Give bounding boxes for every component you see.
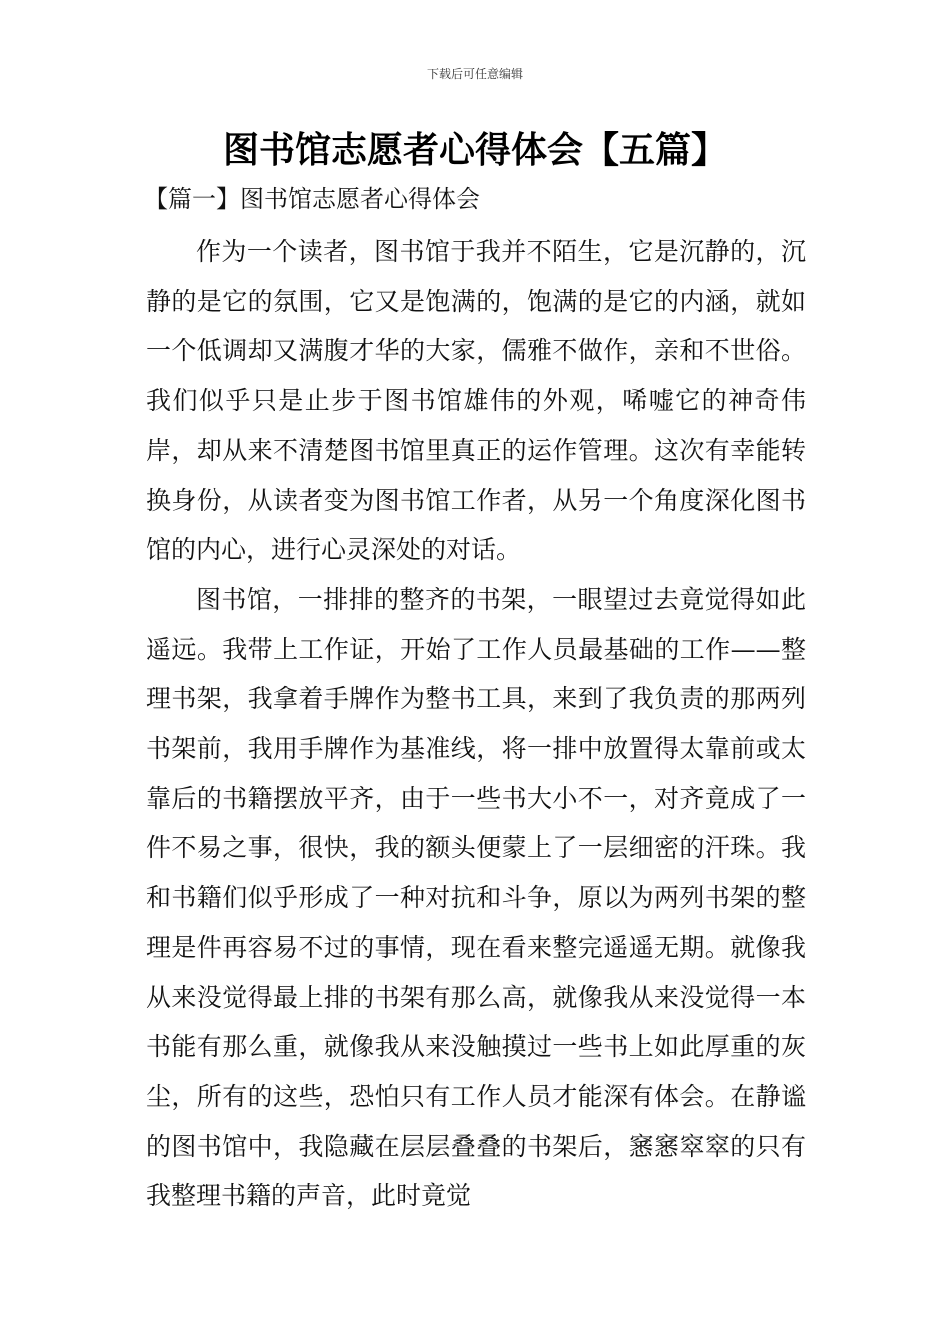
page-header-note: 下载后可任意编辑 bbox=[426, 67, 523, 81]
paragraph: 作为一个读者，图书馆于我并不陌生，它是沉静的，沉静的是它的氛围，它又是饱满的，饱满的是它的内涵，就如一个低调却又满腹才华的大家，儒雅不做作，亲和不世俗。我们似乎只是止步于图书馆雄伟的外观，唏嘘它的神奇伟岸，却从来不清楚图书馆里真正的运作管理。这次有幸能转换身份，从读者变为图书馆工作者，从另一个角度深化图书馆的内心，进行心灵深处的对话。 bbox=[146, 237, 806, 565]
paragraph: 图书馆，一排排的整齐的书架，一眼望过去竟觉得如此遥远。我带上工作证，开始了工作人员最基础的工作——整理书架，我拿着手牌作为整书工具，来到了我负责的那两列书架前，我用手牌作为基准线，将一排中放置得太靠前或太靠后的书籍摆放平齐，由于一些书大小不一，对齐竟成了一件不易之事，很快，我的额头便蒙上了一层细密的汗珠。我和书籍们似乎形成了一种对抗和斗争，原以为两列书架的整理是件再容易不过的事情，现在看来整完遥遥无期。就像我从来没觉得最上排的书架有那么高，就像我从来没觉得一本书能有那么重，就像我从来没触摸过一些书上如此厚重的灰尘，所有的这些，恐怕只有工作人员才能深有体会。在静谧的图书馆中，我隐藏在层层叠叠的书架后，窸窸窣窣的只有我整理书籍的声音，此时竟觉 bbox=[146, 584, 806, 1211]
section-heading: 【篇一】图书馆志愿者心得体会 bbox=[144, 185, 480, 213]
document-title: 图书馆志愿者心得体会【五篇】 bbox=[222, 129, 727, 171]
document-body bbox=[146, 227, 806, 1221]
